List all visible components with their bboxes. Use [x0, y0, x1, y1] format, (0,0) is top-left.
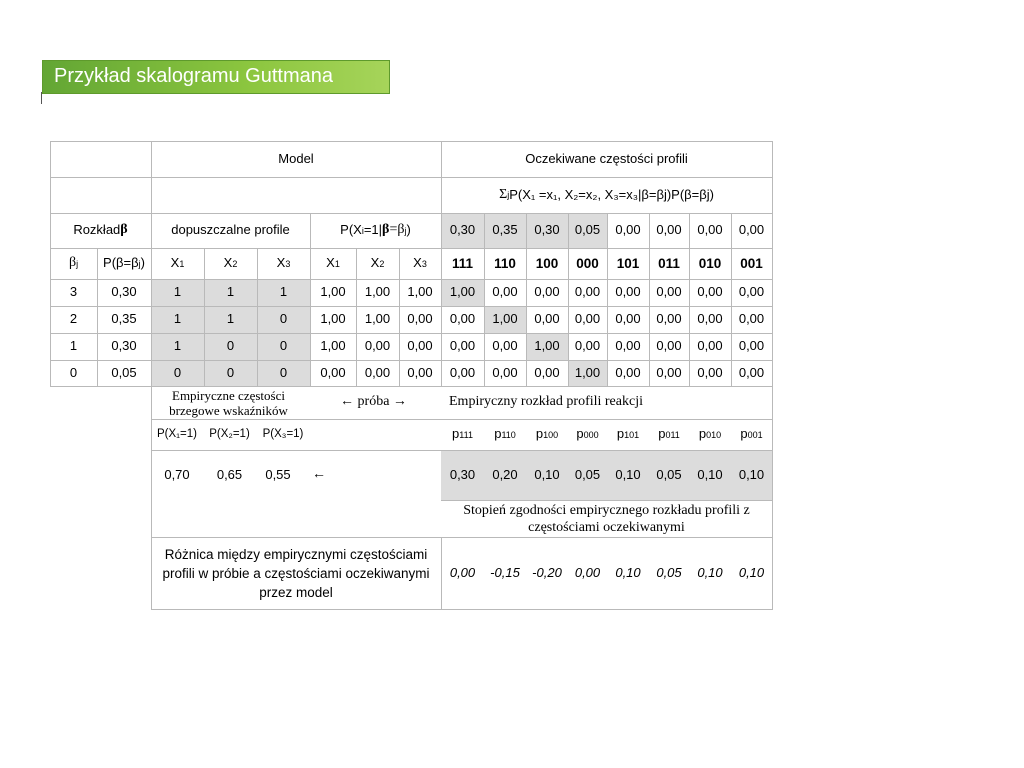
- px-value: 0,70: [164, 466, 190, 482]
- p-letter: p: [658, 426, 666, 442]
- row-expected: 0,00: [449, 338, 476, 354]
- row-expected: 1,00: [449, 284, 476, 300]
- profile-header: 001: [740, 255, 763, 271]
- header-pbeta: P(β=β j ): [103, 255, 145, 271]
- difference-value: 0,10: [738, 564, 765, 580]
- p-letter: p: [576, 426, 584, 442]
- grid-hline: [50, 306, 773, 307]
- profile-header: 111: [451, 255, 474, 271]
- row-pbeta: 0,05: [111, 364, 137, 380]
- grid-hline: [50, 386, 773, 387]
- grid-vline: [441, 537, 442, 610]
- row-expected: 0,00: [574, 338, 601, 354]
- header-x: X 3: [413, 255, 427, 271]
- row-expected: 0,00: [656, 284, 682, 300]
- difference-value: 0,10: [697, 564, 723, 580]
- header-pxi: P(X i =1| β =β j ): [340, 222, 411, 238]
- profile-header: 000: [576, 255, 599, 271]
- expected-freq: 0,00: [738, 222, 765, 238]
- pxi-post: ): [406, 222, 411, 238]
- grid-hline: [151, 537, 773, 538]
- row-expected: 0,00: [492, 364, 518, 380]
- row-px: 1,00: [320, 338, 346, 354]
- difference-value: 0,00: [449, 564, 476, 580]
- row-expected: 0,00: [615, 311, 641, 327]
- pbeta-post: ): [140, 255, 145, 271]
- p-label: p 011: [658, 426, 680, 442]
- proba-label: ← próba →: [340, 394, 407, 410]
- row-expected: 0,00: [449, 364, 476, 380]
- p-label: p 100: [535, 426, 559, 442]
- px-label: P(X₃=1): [262, 427, 304, 440]
- row-x: 0: [279, 338, 288, 354]
- row-px: 0,00: [407, 311, 433, 327]
- header-betaj: β j: [68, 255, 79, 271]
- grid-vline: [204, 248, 205, 387]
- distribution-value: 0,30: [449, 466, 476, 482]
- grid-hline: [151, 419, 773, 420]
- difference-value: 0,10: [615, 564, 641, 580]
- distribution-value: 0,20: [492, 466, 518, 482]
- row-px: 1,00: [364, 284, 391, 300]
- expected-freq: 0,00: [656, 222, 682, 238]
- row-px: 1,00: [364, 311, 391, 327]
- p-letter: p: [452, 426, 460, 442]
- row-expected: 0,00: [534, 284, 560, 300]
- grid-hline: [50, 177, 773, 178]
- row-expected: 0,00: [738, 311, 765, 327]
- row-x: 0: [279, 311, 288, 327]
- row-expected: 0,00: [615, 364, 641, 380]
- grid-hline: [50, 333, 773, 334]
- p-label: p 010: [698, 426, 722, 442]
- px-value: 0,55: [265, 466, 291, 482]
- grid-hline: [441, 500, 773, 501]
- row-px: 0,00: [407, 364, 433, 380]
- empirical-marginal-label: Empiryczne częstości brzegowe wskaźników: [169, 387, 288, 418]
- row-x: 0: [226, 338, 235, 354]
- row-x: 1: [173, 311, 182, 327]
- row-x: 0: [226, 364, 235, 380]
- grid-vline: [731, 213, 732, 387]
- row-beta: 2: [69, 311, 78, 327]
- header-model: Model: [278, 150, 314, 166]
- row-x: 0: [173, 364, 182, 380]
- profile-header: 100: [535, 255, 559, 271]
- slide-title: Przykład skalogramu Guttmana: [54, 65, 334, 87]
- distribution-value: 0,10: [615, 466, 641, 482]
- slide-title-box: [42, 60, 390, 94]
- header-x: X 2: [223, 255, 238, 271]
- row-x: 1: [226, 284, 235, 300]
- p-label: p 101: [616, 426, 640, 442]
- grid-vline: [399, 248, 400, 387]
- difference-value: -0,15: [490, 564, 520, 580]
- row-expected: 1,00: [574, 364, 601, 380]
- expected-freq: 0,05: [574, 222, 601, 238]
- row-expected: 0,00: [656, 311, 682, 327]
- header-x: X 3: [276, 255, 291, 271]
- px-label: P(X₂=1): [209, 427, 250, 440]
- pxi-beta: β: [382, 222, 390, 238]
- distribution-value: 0,10: [534, 466, 560, 482]
- px-label: P(X₁=1): [157, 427, 197, 440]
- expected-freq: 0,30: [449, 222, 476, 238]
- pxi-pre: P(X: [340, 222, 362, 238]
- agreement-label: Stopień zgodności empirycznego rozkładu profili z częstościami oczekiwanymi: [463, 502, 750, 535]
- p-letter: p: [616, 426, 625, 442]
- row-x: 1: [279, 284, 288, 300]
- pxi-mid: =1|: [363, 222, 383, 238]
- profile-header: 010: [698, 255, 722, 271]
- grid-vline: [484, 213, 485, 387]
- sigma-symbol: Σ: [499, 186, 508, 202]
- row-x: 1: [173, 338, 182, 354]
- grid-vline: [310, 213, 311, 387]
- grid-vline: [649, 213, 650, 387]
- beta-symbol: β: [120, 222, 128, 238]
- title-tick: [41, 92, 42, 104]
- row-expected: 0,00: [697, 364, 723, 380]
- row-beta: 1: [69, 338, 78, 354]
- rozklad-label: Rozkład: [73, 222, 121, 238]
- row-expected: 0,00: [574, 284, 601, 300]
- row-px: 0,00: [320, 364, 346, 380]
- row-px: 0,00: [364, 338, 391, 354]
- row-px: 1,00: [320, 284, 346, 300]
- profile-header: 011: [658, 255, 680, 271]
- header-rozklad: [50, 213, 151, 248]
- row-px: 1,00: [407, 284, 433, 300]
- row-expected: 0,00: [492, 284, 518, 300]
- grid-hline: [50, 213, 773, 214]
- row-expected: 1,00: [534, 338, 560, 354]
- row-px: 0,00: [407, 338, 433, 354]
- expected-freq: 0,00: [697, 222, 723, 238]
- distribution-value: 0,05: [574, 466, 601, 482]
- difference-label: Różnica między empirycznymi częstościami profili w próbie a częstościami oczekiwanymi przez model: [162, 546, 430, 600]
- row-expected: 0,00: [697, 284, 723, 300]
- row-expected: 0,00: [492, 338, 518, 354]
- grid-hline: [151, 609, 773, 610]
- distribution-value: 0,05: [656, 466, 682, 482]
- distribution-value: 0,10: [738, 466, 765, 482]
- p-letter: p: [740, 426, 748, 442]
- row-expected: 0,00: [615, 338, 641, 354]
- grid-vline: [568, 213, 569, 387]
- row-beta: 0: [69, 364, 78, 380]
- row-pbeta: 0,30: [111, 284, 137, 300]
- grid-vline: [441, 141, 442, 387]
- p-letter: p: [698, 426, 707, 442]
- p-letter: p: [494, 426, 502, 442]
- expected-freq: 0,35: [492, 222, 518, 238]
- grid-vline: [257, 248, 258, 387]
- x-letter: X: [276, 255, 286, 271]
- grid-hline: [50, 360, 773, 361]
- row-pbeta: 0,35: [111, 311, 137, 327]
- row-x: 1: [226, 311, 235, 327]
- row-expected: 0,00: [574, 311, 601, 327]
- row-expected: 0,00: [738, 338, 765, 354]
- p-label: p 111: [452, 426, 473, 442]
- empirical-distribution-label: Empiryczny rozkład profili reakcji: [449, 394, 643, 410]
- header-dopuszczalne: dopuszczalne profile: [171, 222, 290, 238]
- profile-header: 101: [616, 255, 640, 271]
- expected-freq: 0,00: [615, 222, 641, 238]
- header-x: X 1: [170, 255, 185, 271]
- x-letter: X: [223, 255, 233, 271]
- p-label: p 110: [494, 426, 516, 442]
- grid-vline: [772, 141, 773, 610]
- grid-vline: [526, 213, 527, 387]
- formula-text: P(X₁ =x₁, X₂=x₂, X₃=x₃|β=βj)P(β=βj): [509, 186, 714, 202]
- difference-value: 0,00: [574, 564, 601, 580]
- row-expected: 0,00: [615, 284, 641, 300]
- grid-vline: [151, 141, 152, 610]
- expected-freq: 0,30: [534, 222, 560, 238]
- px-value: 0,65: [216, 466, 243, 482]
- x-letter: X: [413, 255, 422, 271]
- row-expected: 0,00: [449, 311, 476, 327]
- betaj-symbol: β: [68, 255, 77, 271]
- difference-value: 0,05: [656, 564, 682, 580]
- p-letter: p: [535, 426, 544, 442]
- header-x: X 1: [326, 255, 340, 271]
- x-letter: X: [370, 255, 380, 271]
- grid-vline: [356, 248, 357, 387]
- row-expected: 0,00: [656, 338, 682, 354]
- row-expected: 1,00: [492, 311, 518, 327]
- row-expected: 0,00: [738, 364, 765, 380]
- row-px: 1,00: [320, 311, 346, 327]
- row-expected: 0,00: [656, 364, 682, 380]
- grid-vline: [97, 248, 98, 387]
- difference-value: -0,20: [532, 564, 562, 580]
- grid-hline: [50, 248, 773, 249]
- pxi-eq: =β: [389, 222, 405, 238]
- x-letter: X: [170, 255, 180, 271]
- p-label: p 001: [740, 426, 763, 442]
- row-beta: 3: [69, 284, 78, 300]
- row-x: 0: [279, 364, 288, 380]
- grid-vline: [607, 213, 608, 387]
- row-expected: 0,00: [534, 311, 560, 327]
- profile-header: 110: [494, 255, 516, 271]
- row-expected: 0,00: [697, 338, 723, 354]
- row-expected: 0,00: [534, 364, 560, 380]
- grid-hline: [151, 450, 773, 451]
- grid-hline: [50, 279, 773, 280]
- row-expected: 0,00: [697, 311, 723, 327]
- row-x: 1: [173, 284, 182, 300]
- x-letter: X: [326, 255, 335, 271]
- grid-vline: [50, 141, 51, 387]
- row-expected: 0,00: [738, 284, 765, 300]
- grid-vline: [689, 213, 690, 387]
- pbeta-text: P(β=β: [103, 255, 139, 271]
- p-label: p 000: [576, 426, 599, 442]
- arrow-left: ←: [312, 466, 326, 482]
- grid-hline: [50, 141, 773, 142]
- header-formula: Σ j P(X₁ =x₁, X₂=x₂, X₃=x₃|β=βj)P(β=βj): [499, 186, 714, 202]
- row-px: 0,00: [364, 364, 391, 380]
- row-pbeta: 0,30: [111, 338, 137, 354]
- header-x: X 2: [370, 255, 385, 271]
- header-expected: Oczekiwane częstości profili: [525, 150, 688, 166]
- distribution-value: 0,10: [697, 466, 723, 482]
